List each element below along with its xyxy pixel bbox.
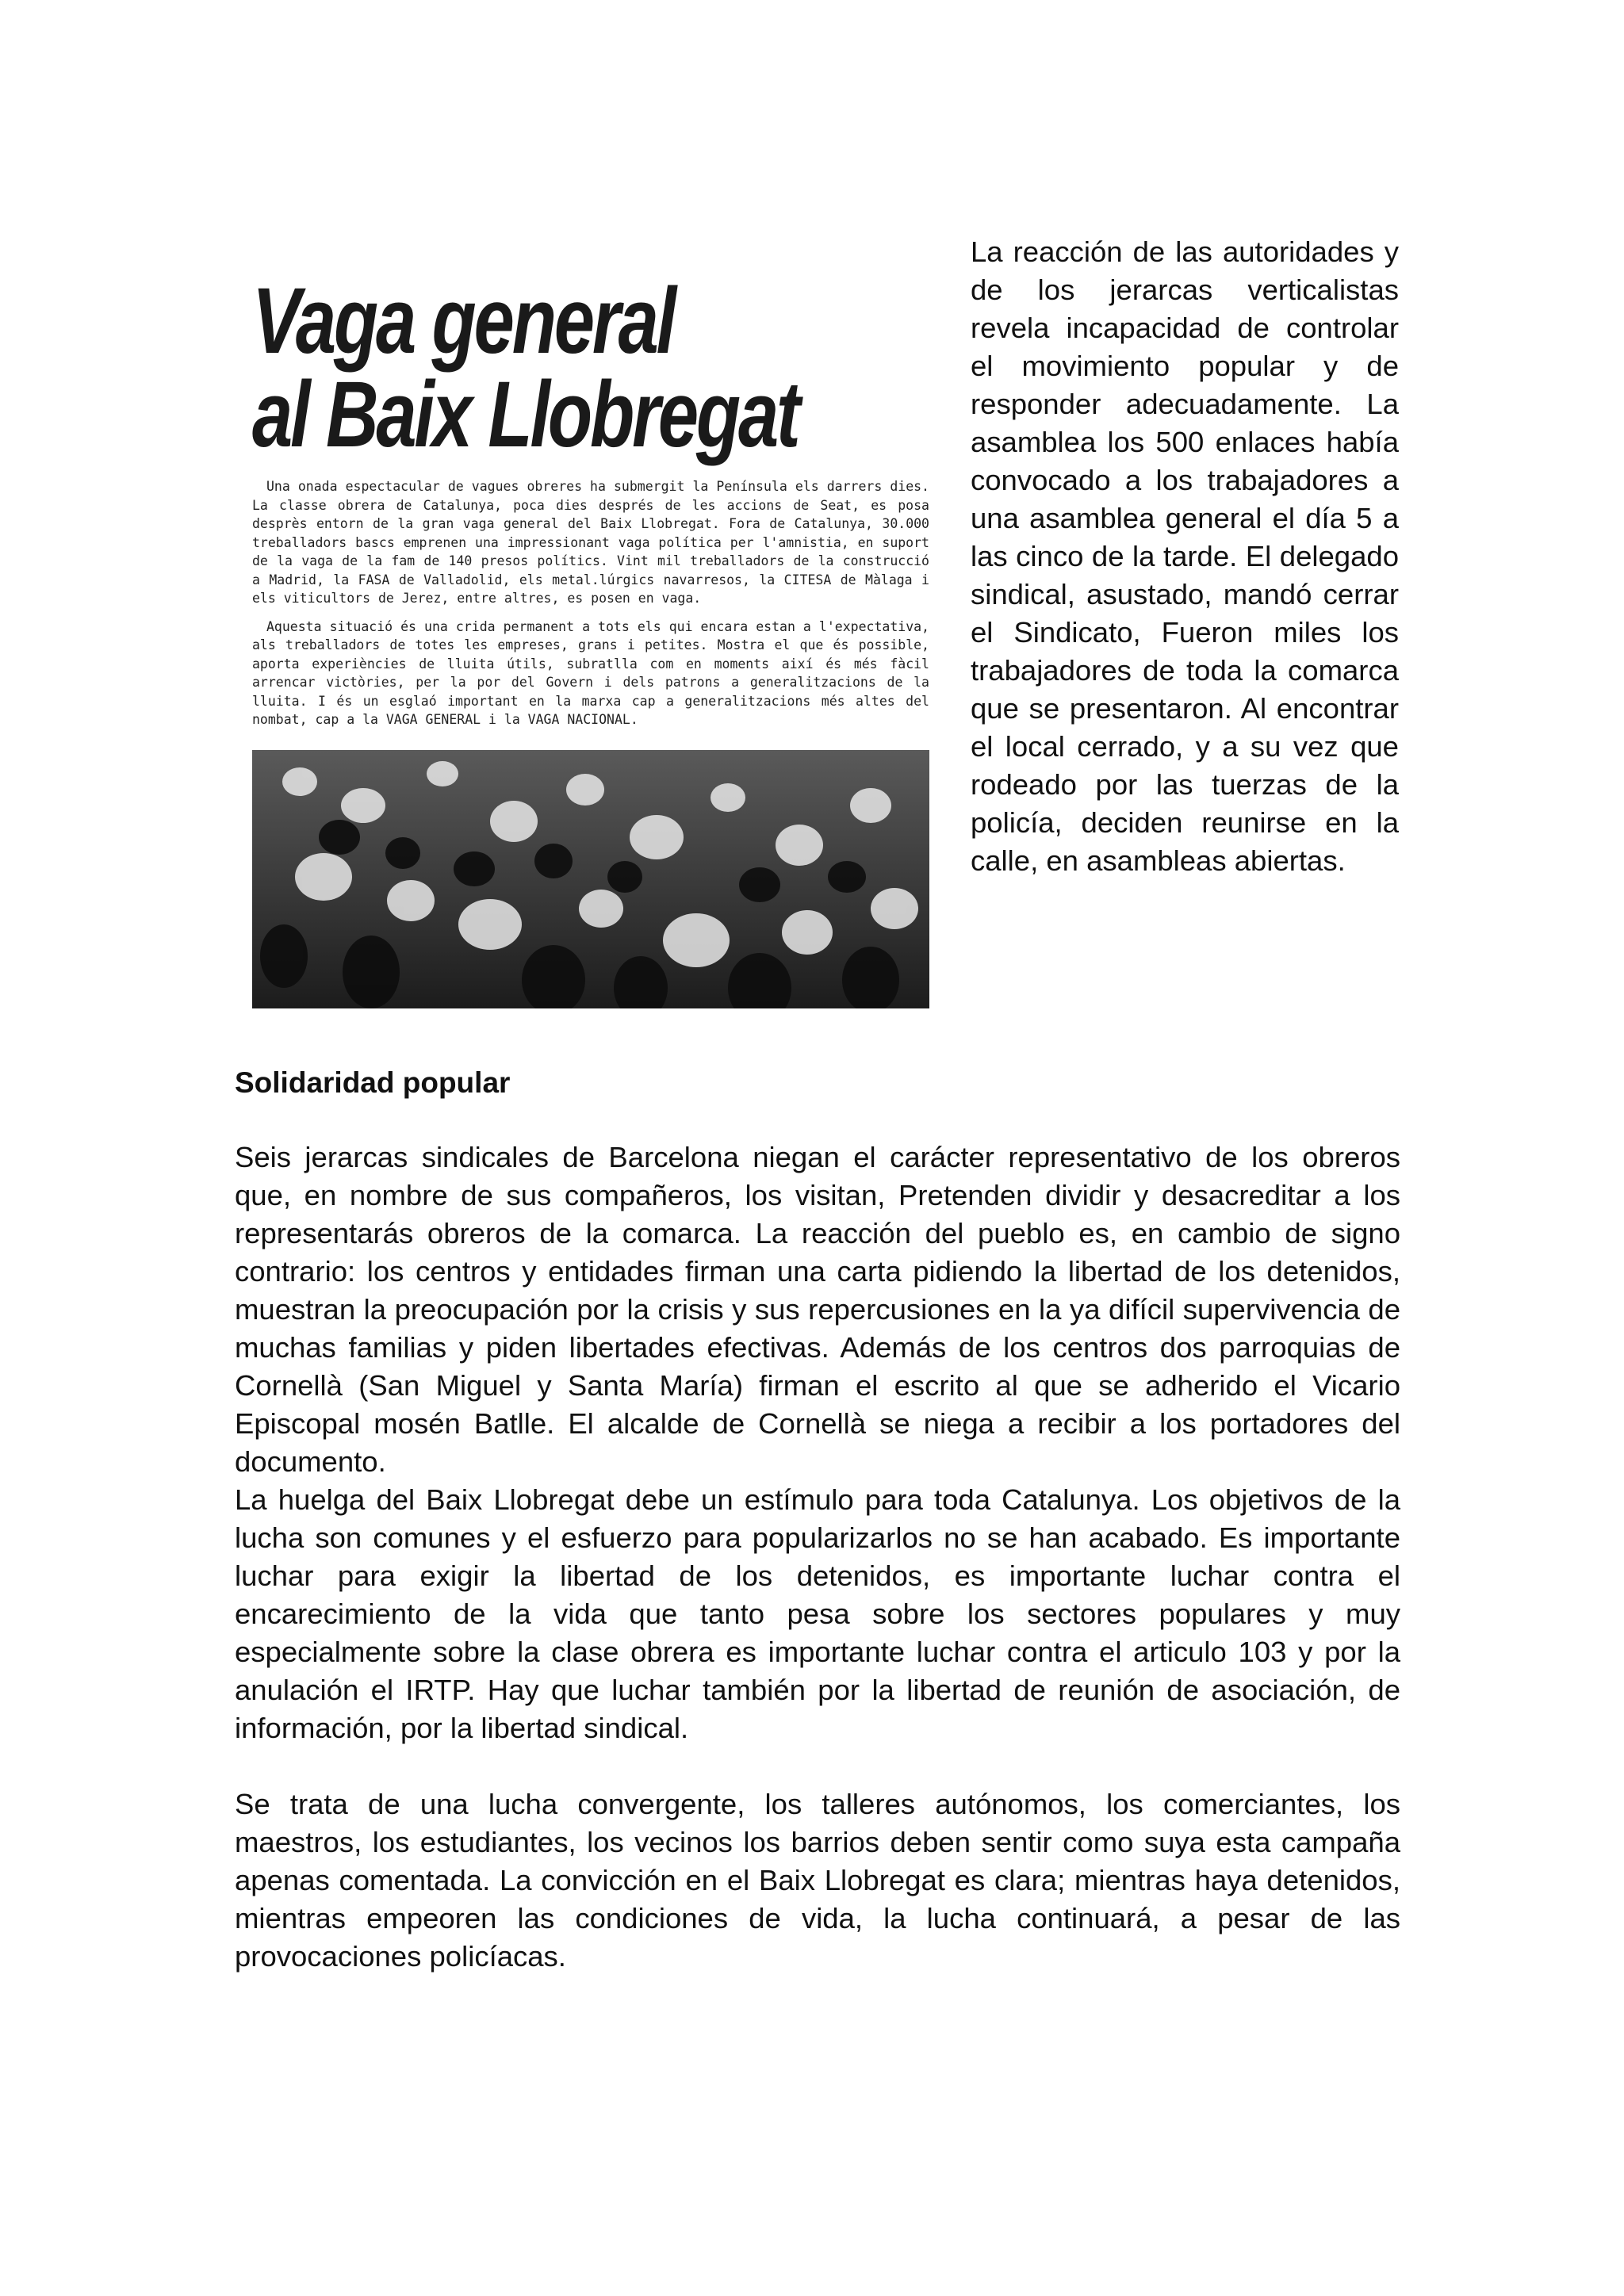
crowd-photo-image [252, 750, 929, 1008]
clipping-headline [252, 269, 799, 467]
newspaper-clipping [252, 246, 929, 1008]
paragraph: Seis jerarcas sindicales de Barcelona niegan el carácter representativo de los obreros que, en nombre de sus compañeros, los visitan, Pretenden dividir y desacreditar a los representarás obreros de la comarca. La reacción del pueblo es, en cambio de signo contrario: los centros y entidades firman una carta pidiendo la libertad de los detenidos, muestran la preocupación por la crisis y sus repercusiones en la ya difícil supervivencia de muchas familias y piden libertades efectivas. Además de los centros dos parroquias de Cornellà (San Miguel y Santa María) firman el escrito al que se adherido el Vicario Episcopal mosén Batlle. El alcalde de Cornellà se niega a recibir a los portadores del documento. [235, 1141, 1400, 1478]
clipping-body [252, 477, 929, 739]
clipping-paragraph: Una onada espectacular de vagues obreres ha submergit la Península els darrers dies. La classe obrera de Catalunya, poca dies després de les accions de Seat, es posa desprès entorn de la gran vaga general del Baix Llobregat. Fora de Catalunya, 30.000 treballadors bascs emprenen una impressionant vaga política per l'amnistia, en suport de la vaga de la fam de 140 presos polítics. Vint mil treballadors de la construcció a Madrid, la FASA de Valladolid, els metal.lúrgics navarresos, la CITESA de Màlaga i els viticultors de Jerez, entre altres, es posen en vaga. [252, 479, 929, 606]
main-text [235, 1138, 1400, 1976]
paragraph: La huelga del Baix Llobregat debe un estímulo para toda Catalunya. Los objetivos de la lucha son comunes y el esfuerzo para popularizarlos no se han acabado. Es importante luchar para exigir la libertad de los detenidos, es importante luchar contra el encarecimiento de la vida que tanto pesa sobre los sectores populares y muy especialmente sobre la clase obrera es importante luchar contra el articulo 103 y por la anulación el IRTP. Hay que luchar también por la libertad de reunión de asociación, de información, por la libertad sindical. [235, 1483, 1400, 1744]
crowd-photo [252, 750, 929, 1008]
side-column-text: La reacción de las autoridades y de los jerarcas verticalistas revela incapacidad de controlar el movimiento popular y de responder adecuadamente. La asamblea los 500 enlaces había convocado a los trabajadores a una asamblea general el día 5 a las cinco de la tarde. El delegado sindical, asustado, mandó cerrar el Sindicato, Fueron miles los trabajadores de toda la comarca que se presentaron. Al encontrar el local cerrado, y a su vez que rodeado por las tuerzas de la policía, deciden reunirse en la calle, en asambleas abiertas. [971, 235, 1399, 877]
clipping-headline-line1: Vaga general [252, 269, 675, 373]
clipping-headline-line2: al Baix Llobregat [252, 362, 799, 467]
clipping-paragraph: Aquesta situació és una crida permanent a tots els qui encara estan a l'expectativa, als treballadors de totes les empreses, grans i petites. Mostra el que és possible, aporta experiències de lluita útils, subratlla com en moments així és més fàcil arrencar victòries, per la por del Govern i dels patrons a generalitzacions de la lluita. I és un esglaó important en la marxa cap a generalitzacions més altes del nombat, cap a la VAGA GENERAL i la VAGA NACIONAL. [252, 618, 929, 727]
section-heading: Solidaridad popular [235, 1066, 511, 1099]
paragraph: Se trata de una lucha convergente, los talleres autónomos, los comerciantes, los maestros, los estudiantes, los vecinos los barrios deben sentir como suya esta campaña apenas comentada. La convicción en el Baix Llobregat es clara; mientras haya detenidos, mientras empeoren las condiciones de vida, la lucha continuará, a pesar de las provocaciones policíacas. [235, 1788, 1400, 1973]
